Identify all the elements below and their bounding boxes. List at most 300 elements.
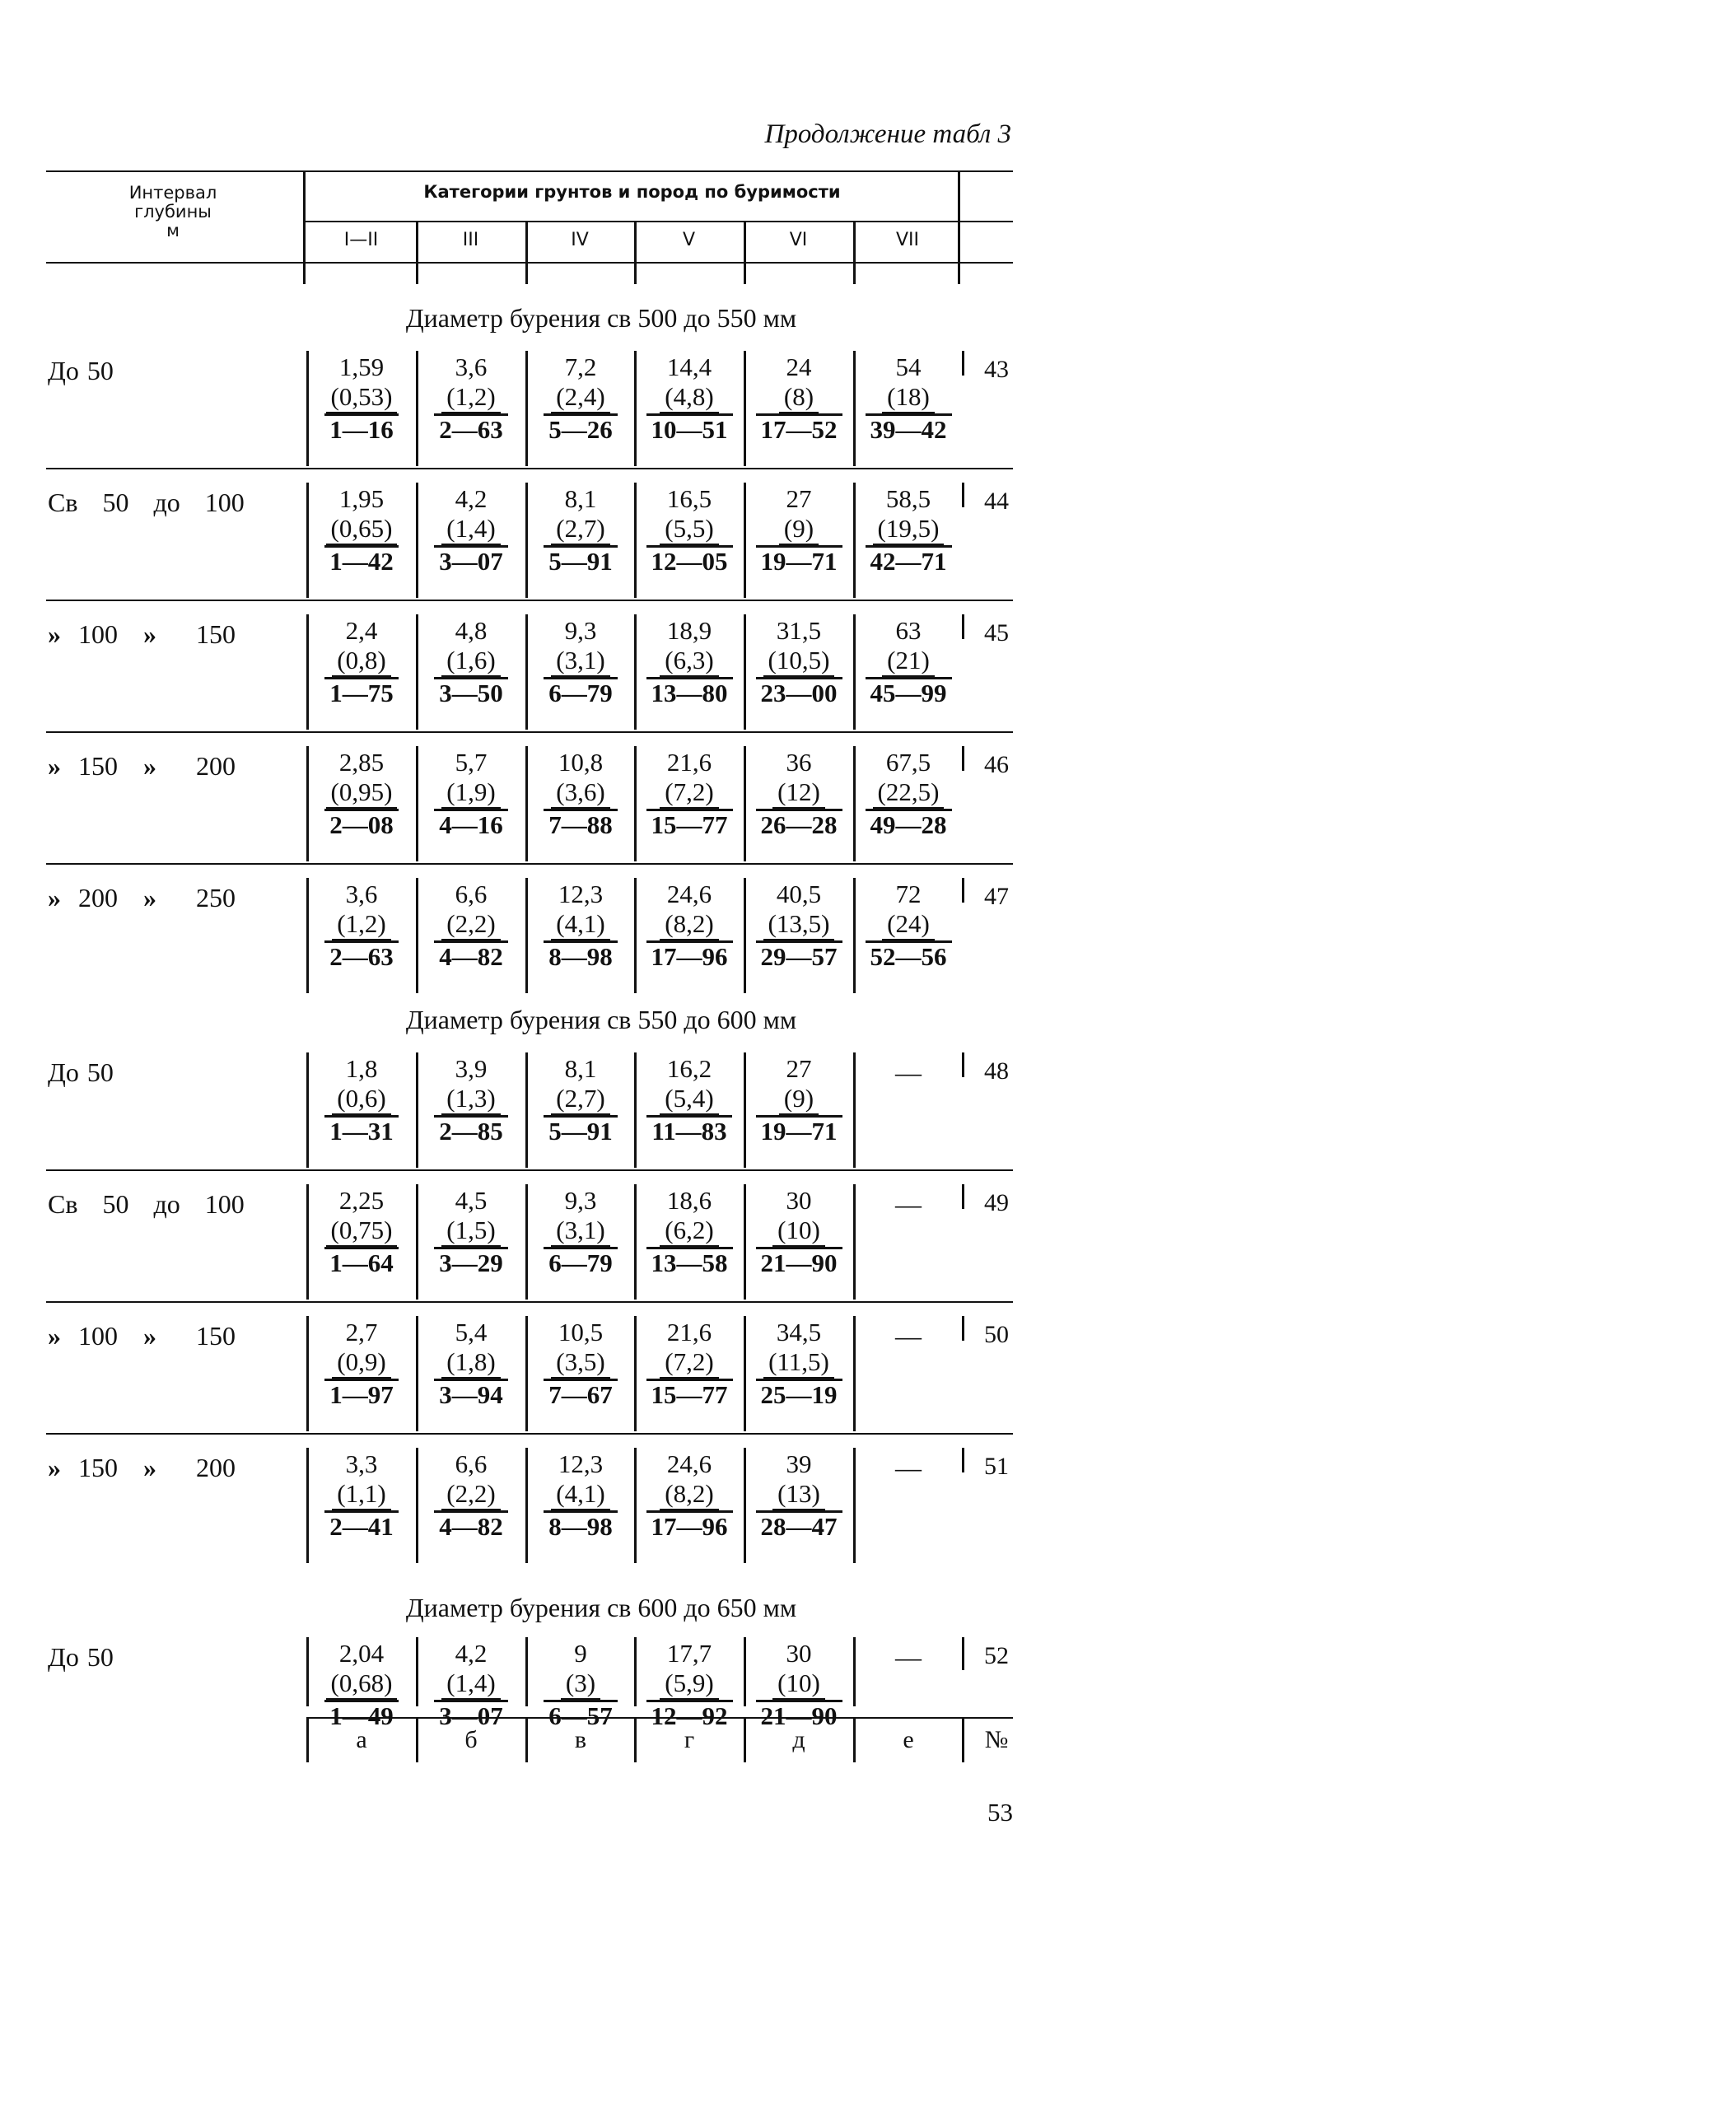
- cell-wrap: [525, 382, 636, 413]
- cell-wrap: [853, 909, 964, 940]
- cell-wrap: [306, 1347, 417, 1379]
- cell-rate: 7,2: [564, 352, 597, 381]
- table-cell: [525, 1054, 636, 1146]
- cell-rate-paren: (1,5): [441, 1216, 500, 1247]
- row-number: 45: [984, 619, 1009, 646]
- table-cell: [634, 748, 744, 840]
- cell-rate: 27: [786, 1054, 812, 1083]
- table-cell: [416, 1186, 526, 1278]
- footer-number-sign: №: [984, 1726, 1009, 1753]
- cell-wrap: [416, 1379, 526, 1410]
- table-cell: [416, 748, 526, 840]
- cell-rate: 6,6: [455, 880, 488, 908]
- cell-cost: 3—50: [434, 677, 508, 707]
- row-label: До 50: [48, 1642, 114, 1672]
- cell-wrap: [525, 1115, 636, 1146]
- table-cell: [416, 352, 526, 445]
- cell-wrap: [853, 382, 964, 413]
- cell-wrap: [306, 940, 417, 972]
- cell-cost: 4—16: [434, 809, 508, 839]
- cell-rate: 16,5: [666, 484, 712, 513]
- cell-wrap: [634, 646, 744, 677]
- cell-rate-paren: (13,5): [763, 909, 835, 940]
- table-cell: [634, 1318, 744, 1410]
- cell-rate-paren: (0,65): [326, 514, 398, 545]
- cell-wrap: [853, 677, 964, 708]
- label-to: 150: [196, 619, 236, 649]
- cell-rate-paren: (9): [779, 1084, 819, 1115]
- row-separator: [46, 1433, 1013, 1435]
- table-cell: [306, 1054, 417, 1146]
- cell-cost: 49—28: [866, 809, 952, 839]
- cell-cost: 4—82: [434, 1510, 508, 1541]
- cell-rate-paren: (1,1): [332, 1479, 390, 1510]
- cell-cost: 29—57: [756, 940, 842, 971]
- cell-rate-paren: (5,5): [660, 514, 718, 545]
- cell-cost: 10—51: [646, 413, 733, 444]
- table-cell: [306, 1449, 417, 1542]
- row-label: Св 50 до 100: [48, 488, 245, 517]
- section-title: Диаметр бурения св 500 до 550 мм: [405, 303, 797, 333]
- cell-cost: 11—83: [646, 1115, 731, 1146]
- row-number: 44: [984, 488, 1009, 515]
- footer-letter: г: [684, 1726, 695, 1753]
- header-category-rule: [303, 221, 1013, 222]
- cell-wrap: [525, 940, 636, 972]
- row-label: Св 50 до 100: [48, 1189, 245, 1219]
- cell-wrap: [634, 1479, 744, 1510]
- cell-rate-paren: (0,9): [332, 1347, 390, 1379]
- continuation-caption: Продолжение табл 3: [764, 119, 1011, 149]
- cell-cost: 8—98: [544, 940, 618, 971]
- cell-wrap: [416, 1668, 526, 1700]
- table-cell: [306, 1318, 417, 1410]
- page-number: 53: [987, 1798, 1013, 1827]
- cell-rate: 16,2: [666, 1054, 712, 1083]
- cell-rate: 3,6: [345, 880, 378, 908]
- cell-cost: 17—52: [756, 413, 842, 444]
- header-bottom-rule: [46, 262, 1013, 264]
- cell-rate: 31,5: [776, 616, 822, 645]
- cell-wrap: [416, 1084, 526, 1115]
- cell-rate: 21,6: [666, 1318, 712, 1346]
- cell-rate: 27: [786, 484, 812, 513]
- cell-wrap: [525, 1216, 636, 1247]
- table-cell: [853, 880, 964, 972]
- cell-rate: 1,59: [338, 352, 385, 381]
- cell-wrap: [416, 1216, 526, 1247]
- cell-cost: 6—57: [544, 1700, 618, 1730]
- cell-wrap: [853, 413, 964, 445]
- cell-wrap: [744, 1216, 854, 1247]
- cell-rate: 36: [786, 748, 812, 777]
- cell-wrap: [525, 777, 636, 809]
- cell-rate: 4,2: [455, 1639, 488, 1668]
- cell-cost: 1—16: [324, 413, 399, 444]
- header-column-3: IV: [571, 230, 589, 250]
- cell-wrap: [634, 1084, 744, 1115]
- table-cell: [416, 616, 526, 708]
- cell-rate: 24,6: [666, 1449, 712, 1478]
- cell-cost: 1—31: [324, 1115, 399, 1146]
- cell-wrap: [744, 413, 854, 445]
- cell-wrap: [634, 545, 744, 576]
- cell-wrap: [853, 777, 964, 809]
- cell-rate: 30: [786, 1186, 812, 1215]
- cell-rate-paren: (2,7): [551, 1084, 609, 1115]
- cell-wrap: [744, 1347, 854, 1379]
- label-from: 150: [78, 751, 118, 781]
- cell-cost: 45—99: [866, 677, 952, 707]
- label-from: 100: [78, 1321, 118, 1351]
- cell-wrap: [634, 809, 744, 840]
- row-number: 49: [984, 1189, 1009, 1216]
- header-column-5: VI: [789, 230, 808, 250]
- table-cell: [306, 616, 417, 708]
- cell-rate-paren: (1,2): [441, 382, 500, 413]
- row-number: 51: [984, 1453, 1009, 1480]
- ditto-mark: »: [48, 1321, 61, 1351]
- cell-wrap: [525, 545, 636, 576]
- cell-wrap: [634, 1115, 744, 1146]
- cell-rate: 40,5: [776, 880, 822, 908]
- cell-wrap: [525, 413, 636, 445]
- table-cell: [634, 616, 744, 708]
- cell-wrap: [744, 777, 854, 809]
- row-separator: [46, 863, 1013, 865]
- cell-wrap: [306, 809, 417, 840]
- footer-letter: б: [464, 1726, 478, 1753]
- cell-dash: —: [895, 1189, 922, 1219]
- cell-rate: 4,2: [455, 484, 488, 513]
- label-from: 200: [78, 883, 118, 912]
- table-cell: [744, 880, 854, 972]
- header-interval-label: [74, 184, 272, 240]
- cell-cost: 25—19: [756, 1379, 842, 1409]
- cell-rate: 10,5: [558, 1318, 604, 1346]
- table-cell: [525, 748, 636, 840]
- cell-cost: 6—79: [544, 1247, 618, 1277]
- footer-letter: в: [574, 1726, 587, 1753]
- cell-wrap: [525, 1084, 636, 1115]
- cell-dash: —: [895, 1057, 922, 1087]
- cell-rate: 12,3: [558, 1449, 604, 1478]
- row-number: 46: [984, 751, 1009, 778]
- cell-rate-paren: (12): [772, 777, 825, 809]
- table-cell: [634, 1054, 744, 1146]
- cell-wrap: [634, 514, 744, 545]
- cell-wrap: [416, 413, 526, 445]
- cell-dash: —: [895, 1321, 922, 1351]
- cell-rate: 30: [786, 1639, 812, 1668]
- cell-rate: 6,6: [455, 1449, 488, 1478]
- cell-rate-paren: (5,9): [660, 1668, 718, 1700]
- cell-rate: 9,3: [564, 1186, 597, 1215]
- cell-rate-paren: (13): [772, 1479, 825, 1510]
- cell-wrap: [416, 1347, 526, 1379]
- cell-rate: 8,1: [564, 484, 597, 513]
- cell-wrap: [634, 413, 744, 445]
- cell-rate: 21,6: [666, 748, 712, 777]
- label-from: 100: [78, 619, 118, 649]
- cell-cost: 3—07: [434, 545, 508, 576]
- table-cell: [525, 880, 636, 972]
- cell-wrap: [744, 677, 854, 708]
- cell-cost: 3—29: [434, 1247, 508, 1277]
- row-number: 47: [984, 883, 1009, 910]
- cell-wrap: [306, 382, 417, 413]
- cell-rate-paren: (19,5): [873, 514, 945, 545]
- cell-wrap: [306, 646, 417, 677]
- cell-rate-paren: (3): [561, 1668, 600, 1700]
- table-cell: [525, 1186, 636, 1278]
- cell-rate: 1,8: [345, 1054, 378, 1083]
- cell-rate: 24: [786, 352, 812, 381]
- cell-cost: 19—71: [756, 545, 842, 576]
- cell-wrap: [744, 382, 854, 413]
- ditto-mark: »: [143, 883, 156, 912]
- header-column-4: V: [682, 230, 696, 250]
- section-title: Диаметр бурения св 550 до 600 мм: [405, 1005, 797, 1034]
- cell-wrap: [744, 940, 854, 972]
- cell-wrap: [744, 1115, 854, 1146]
- row-label: До 50: [48, 1057, 114, 1087]
- cell-rate-paren: (4,8): [660, 382, 718, 413]
- row-number: 52: [984, 1642, 1009, 1669]
- cell-wrap: [416, 940, 526, 972]
- cell-rate-paren: (4,1): [551, 909, 609, 940]
- cell-rate: 4,8: [455, 616, 488, 645]
- cell-rate: 4,5: [455, 1186, 488, 1215]
- cell-cost: 52—56: [866, 940, 952, 971]
- cell-wrap: [634, 1668, 744, 1700]
- cell-wrap: [634, 1510, 744, 1542]
- cell-cost: 4—82: [434, 940, 508, 971]
- cell-wrap: [634, 940, 744, 972]
- cell-rate-paren: (2,2): [441, 1479, 500, 1510]
- header-column-1: I—II: [343, 230, 379, 250]
- cell-rate-paren: (1,3): [441, 1084, 500, 1115]
- ditto-mark: »: [48, 1453, 61, 1482]
- cell-wrap: [306, 1247, 417, 1278]
- cell-cost: 6—79: [544, 677, 618, 707]
- cell-rate-paren: (22,5): [873, 777, 945, 809]
- cell-cost: 21—90: [756, 1247, 842, 1277]
- ditto-mark: »: [143, 619, 156, 649]
- row-separator: [46, 468, 1013, 469]
- cell-wrap: [416, 382, 526, 413]
- cell-wrap: [744, 1084, 854, 1115]
- cell-cost: 5—26: [544, 413, 618, 444]
- cell-wrap: [525, 677, 636, 708]
- cell-wrap: [306, 1510, 417, 1542]
- table-cell: [306, 748, 417, 840]
- table-cell: [744, 352, 854, 445]
- row-separator: [46, 1169, 1013, 1171]
- cell-cost: 1—75: [324, 677, 399, 707]
- table-cell: [525, 484, 636, 576]
- cell-wrap: [306, 545, 417, 576]
- cell-wrap: [525, 1479, 636, 1510]
- cell-wrap: [525, 514, 636, 545]
- cell-rate-paren: (18): [882, 382, 935, 413]
- cell-rate-paren: (1,9): [441, 777, 500, 809]
- cell-rate-paren: (8): [779, 382, 819, 413]
- cell-wrap: [744, 1379, 854, 1410]
- cell-wrap: [744, 1247, 854, 1278]
- cell-rate-paren: (0,75): [326, 1216, 398, 1247]
- cell-rate-paren: (4,1): [551, 1479, 609, 1510]
- row-separator: [46, 600, 1013, 601]
- cell-rate-paren: (0,68): [326, 1668, 398, 1700]
- cell-wrap: [744, 909, 854, 940]
- cell-rate: 67,5: [885, 748, 931, 777]
- table-cell: [744, 484, 854, 576]
- cell-wrap: [744, 809, 854, 840]
- table-cell: [744, 1318, 854, 1410]
- cell-rate-paren: (1,2): [332, 909, 390, 940]
- cell-wrap: [634, 777, 744, 809]
- cell-rate-paren: (10): [772, 1668, 825, 1700]
- table-cell: [525, 1318, 636, 1410]
- table-cell: [306, 1186, 417, 1278]
- cell-rate-paren: (10): [772, 1216, 825, 1247]
- cell-cost: 3—94: [434, 1379, 508, 1409]
- cell-rate-paren: (3,1): [551, 646, 609, 677]
- cell-rate-paren: (0,53): [326, 382, 398, 413]
- cell-rate-paren: (21): [882, 646, 935, 677]
- cell-rate-paren: (7,2): [660, 777, 718, 809]
- cell-rate: 10,8: [558, 748, 604, 777]
- ditto-mark: »: [143, 1453, 156, 1482]
- cell-cost: 23—00: [756, 677, 842, 707]
- cell-wrap: [416, 1479, 526, 1510]
- cell-cost: 7—67: [544, 1379, 618, 1409]
- cell-cost: 5—91: [544, 545, 618, 576]
- cell-rate-paren: (1,4): [441, 514, 500, 545]
- label-to: 200: [196, 751, 236, 781]
- cell-cost: 12—05: [646, 545, 733, 576]
- cell-cost: 15—77: [646, 809, 733, 839]
- cell-wrap: [744, 514, 854, 545]
- cell-rate: 2,7: [345, 1318, 378, 1346]
- header-column-2: III: [462, 230, 479, 250]
- row-label: [48, 619, 236, 650]
- cell-cost: 8—98: [544, 1510, 618, 1541]
- cell-rate: 2,04: [338, 1639, 385, 1668]
- cell-dash: —: [895, 1642, 922, 1672]
- cell-wrap: [525, 809, 636, 840]
- cell-rate: 12,3: [558, 880, 604, 908]
- row-label: [48, 1453, 236, 1483]
- cell-dash: —: [895, 1453, 922, 1482]
- cell-wrap: [416, 514, 526, 545]
- cell-cost: 42—71: [866, 545, 952, 576]
- cell-wrap: [306, 1084, 417, 1115]
- cell-wrap: [306, 514, 417, 545]
- ditto-mark: »: [48, 751, 61, 781]
- cell-cost: 1—64: [324, 1247, 399, 1277]
- cell-wrap: [306, 677, 417, 708]
- cell-rate-paren: (11,5): [763, 1347, 834, 1379]
- cell-wrap: [306, 1216, 417, 1247]
- section-title: Диаметр бурения св 600 до 650 мм: [405, 1593, 797, 1622]
- cell-rate-paren: (0,6): [332, 1084, 390, 1115]
- cell-wrap: [416, 777, 526, 809]
- cell-cost: 15—77: [646, 1379, 733, 1409]
- cell-wrap: [853, 940, 964, 972]
- cell-wrap: [853, 514, 964, 545]
- cell-rate: 72: [895, 880, 922, 908]
- cell-rate: 1,95: [338, 484, 385, 513]
- row-label: [48, 883, 236, 913]
- cell-rate: 3,6: [455, 352, 488, 381]
- cell-cost: 28—47: [756, 1510, 842, 1541]
- cell-rate-paren: (0,95): [326, 777, 398, 809]
- table-cell: [853, 484, 964, 576]
- table-cell: [525, 616, 636, 708]
- table-cell: [525, 1449, 636, 1542]
- cell-wrap: [525, 1379, 636, 1410]
- cell-rate-paren: (3,1): [551, 1216, 609, 1247]
- cell-cost: 5—91: [544, 1115, 618, 1146]
- table-cell: [853, 352, 964, 445]
- label-from: 150: [78, 1453, 118, 1482]
- cell-rate: 18,6: [666, 1186, 712, 1215]
- cell-wrap: [853, 646, 964, 677]
- table-top-rule: [46, 170, 1013, 172]
- cell-cost: 1—97: [324, 1379, 399, 1409]
- table-cell: [853, 748, 964, 840]
- cell-rate-paren: (6,2): [660, 1216, 718, 1247]
- cell-cost: 12—92: [646, 1700, 733, 1730]
- cell-wrap: [634, 382, 744, 413]
- cell-wrap: [853, 809, 964, 840]
- cell-wrap: [306, 1379, 417, 1410]
- cell-wrap: [853, 545, 964, 576]
- table-cell: [306, 484, 417, 576]
- cell-rate: 2,4: [345, 616, 378, 645]
- cell-wrap: [525, 646, 636, 677]
- cell-cost: 2—85: [434, 1115, 508, 1146]
- table-cell: [634, 1449, 744, 1542]
- cell-wrap: [744, 1479, 854, 1510]
- cell-cost: 26—28: [756, 809, 842, 839]
- row-label: [48, 1321, 236, 1351]
- cell-wrap: [744, 646, 854, 677]
- cell-wrap: [525, 1347, 636, 1379]
- cell-rate: 24,6: [666, 880, 712, 908]
- cell-wrap: [306, 777, 417, 809]
- cell-cost: 1—42: [324, 545, 399, 576]
- ditto-mark: »: [48, 883, 61, 912]
- cell-rate: 3,9: [455, 1054, 488, 1083]
- cell-rate-paren: (8,2): [660, 909, 718, 940]
- table-cell: [416, 1054, 526, 1146]
- cell-wrap: [744, 1668, 854, 1700]
- cell-cost: 2—41: [324, 1510, 399, 1541]
- footer-letter: д: [792, 1726, 805, 1753]
- row-number: 43: [984, 356, 1009, 383]
- cell-wrap: [416, 809, 526, 840]
- cell-cost: 2—08: [324, 809, 399, 839]
- row-label: [48, 751, 236, 782]
- cell-rate-paren: (3,5): [551, 1347, 609, 1379]
- table-cell: [416, 484, 526, 576]
- table-cell: [525, 352, 636, 445]
- cell-rate-paren: (1,4): [441, 1668, 500, 1700]
- cell-rate: 2,85: [338, 748, 385, 777]
